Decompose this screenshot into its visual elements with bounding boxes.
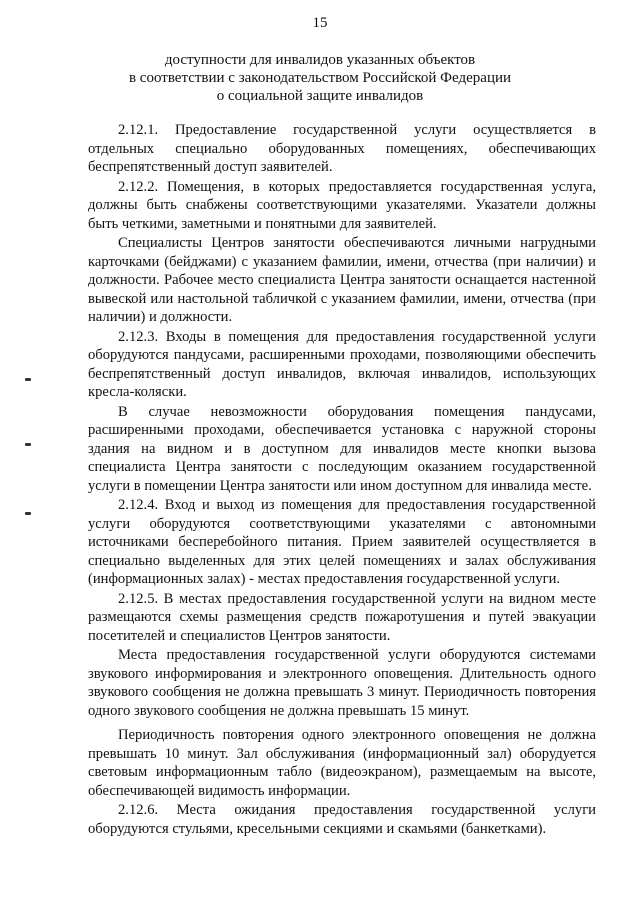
heading-line-1: доступности для инвалидов указанных объектов xyxy=(164,52,476,68)
heading-line-2: в соответствии с законодательством Российской Федерации xyxy=(128,70,512,86)
paragraph-specialists: Специалисты Центров занятости обеспечиваются личными нагрудными карточками (бейджами) с указанием фамилии, имени, отчества (при наличии) и должности. Рабочее место специалиста Центра занятости оснащается настенной вывеской или настольной табличкой с указанием фамилии, имени, отчества (при наличии) и должности. xyxy=(88,235,596,325)
scan-mark xyxy=(25,512,31,515)
paragraph-2-12-6: 2.12.6. Места ожидания предоставления государственной услуги оборудуются стульями, кресельными секциями и скамьями (банкетками). xyxy=(88,802,596,837)
paragraph-ramps: В случае невозможности оборудования помещения пандусами, расширенными проходами, обеспечивается установка с наружной стороны здания на видном и в доступном для инвалидов месте кнопки вызова специалиста Центра занятости с последующим оказанием государственной услуги в помещении Центра занятости или ином доступном для инвалида месте. xyxy=(88,403,596,494)
paragraph-2-12-1: 2.12.1. Предоставление государственной услуги осуществляется в отдельных специально оборудованных помещениях, обеспечивающих беспрепятственный доступ заявителей. xyxy=(88,122,596,175)
paragraph-electronic-notice: Периодичность повторения одного электронного оповещения не должна превышать 10 минут. Зал обслуживания (информационный зал) оборудуется световым информационным табло (видеоэкраном), размещаемым на высоте, обеспечивающей видимость информации. xyxy=(88,727,596,799)
scan-mark xyxy=(25,443,31,446)
paragraph-2-12-5: 2.12.5. В местах предоставления государственной услуги на видном месте размещаются схемы размещения средств пожаротушения и путей эвакуации посетителей и специалистов Центров занятости. xyxy=(88,590,596,644)
scan-mark xyxy=(25,378,31,381)
paragraph-2-12-4: 2.12.4. Вход и выход из помещения для предоставления государственной услуги оборудуются соответствующими указателями с автономными источниками бесперебойного питания. Прием заявителей осуществляется в специально выделенных для этих целей помещениях и залах обслуживания (информационных залах) - местах предоставления государственной услуги. xyxy=(88,497,596,587)
paragraph-2-12-3: 2.12.3. Входы в помещения для предоставления государственной услуги оборудуются пандусами, расширенными проходами, позволяющими обеспечить беспрепятственный доступ инвалидов, включая инвалидов, использующих кресла-коляски. xyxy=(88,328,596,400)
page-number: 15 xyxy=(312,15,328,31)
paragraph-sound-info: Места предоставления государственной услуги оборудуются системами звукового информирования и электронного оповещения. Длительность одного звукового сообщения не должна превышать 3 минут. Периодичность повторения одного звукового сообщения не должна превышать 15 минут. xyxy=(88,647,596,719)
paragraph-2-12-2: 2.12.2. Помещения, в которых предоставляется государственная услуга, должны быть снабжены соответствующими указателями. Указатели должны быть четкими, заметными и понятными для заявителей. xyxy=(88,178,596,232)
heading-line-3: о социальной защите инвалидов xyxy=(216,88,424,104)
section-heading xyxy=(0,51,640,105)
document-body xyxy=(88,121,596,838)
